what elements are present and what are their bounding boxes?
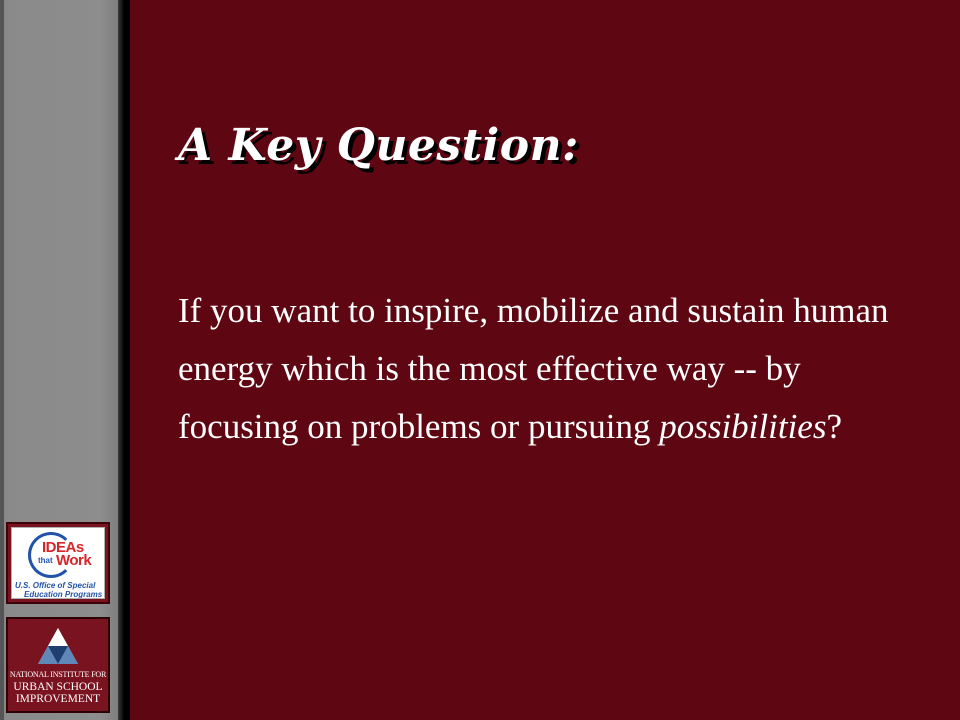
slide-title: A Key Question: [178,120,579,171]
ideas-subtitle-line1: U.S. Office of Special [15,581,96,590]
ideas-logo-panel [11,527,105,599]
body-text: If you want to inspire, mobilize and sustain human energy which is the most effective way -- by focusing on problems or pursuing [178,291,889,446]
slide-body [178,282,918,456]
ideas-that-word: that [38,556,53,565]
niusi-logo [6,617,110,713]
ideas-word: IDEAs [42,539,84,556]
sidebar-edge [0,0,4,720]
body-emphasis: possibilities [659,407,827,446]
niusi-name [8,669,108,705]
ideas-work-word: Work [56,552,92,569]
body-text-end: ? [826,407,842,446]
sidebar-divider [118,0,130,720]
niusi-line3: IMPROVEMENT [15,693,101,705]
niusi-line1: NATIONAL INSTITUTE FOR [9,670,107,679]
triangle-logo-icon [36,626,80,666]
ideas-that-work-logo [6,522,110,604]
ideas-subtitle-line2: Education Programs [24,590,103,599]
sidebar [0,0,118,720]
niusi-line2: URBAN SCHOOL [13,681,103,693]
